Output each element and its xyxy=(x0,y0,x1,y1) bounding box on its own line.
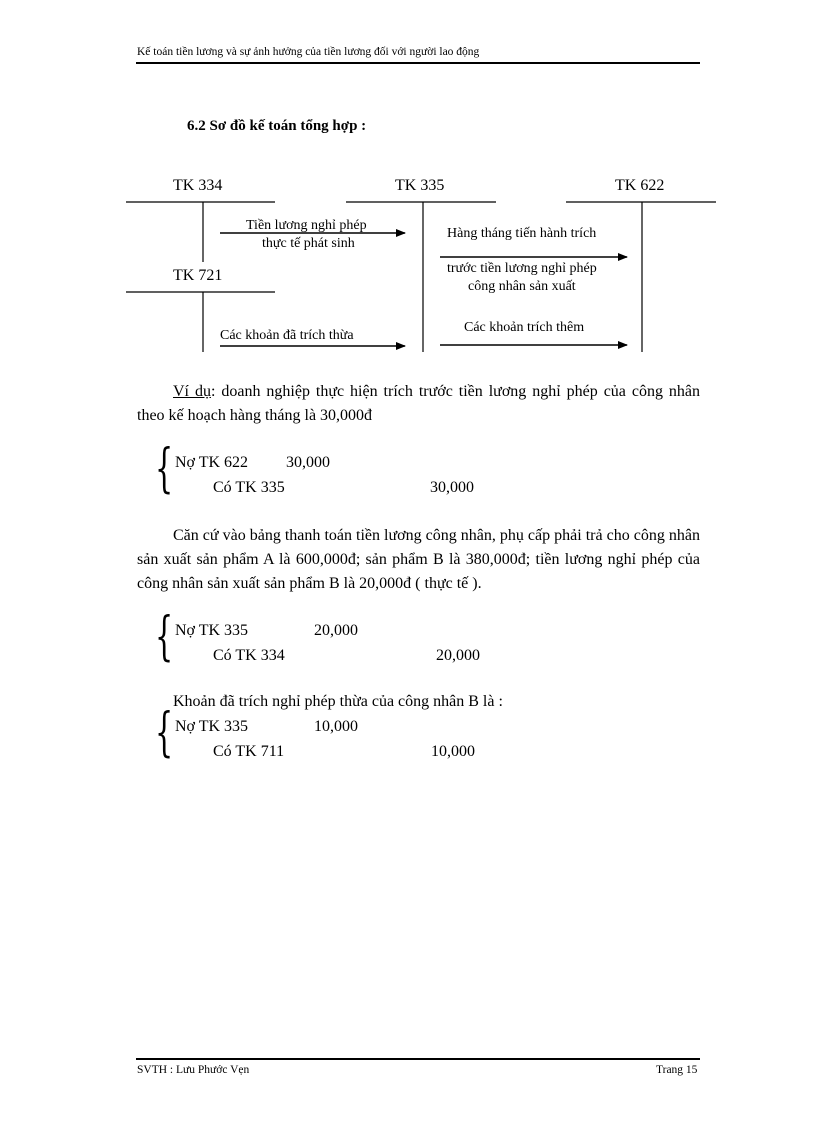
entry1-credit-amount: 30,000 xyxy=(430,479,474,496)
entry3-debit-amount: 10,000 xyxy=(314,718,358,735)
arrow-label-monthly-line2: trước tiền lương nghỉ phép xyxy=(447,261,597,276)
header-title: Kế toán tiền lương và sự ảnh hưởng của tiền lương đối với người lao động xyxy=(137,46,480,58)
entry3-credit-label: Có TK 711 xyxy=(213,743,285,760)
entry2-debit-label: Nợ TK 335 xyxy=(175,622,249,639)
paragraph-excess: Khoản đã trích nghỉ phép thừa của công nhân B là : xyxy=(173,693,503,710)
arrow-label-monthly-line1: Hàng tháng tiến hành trích xyxy=(447,226,597,241)
example-text: : doanh nghiệp thực hiện trích trước tiền lương nghỉ phép của công nhân theo kế hoạch hàng tháng là 30,000đ xyxy=(137,383,700,424)
account-tk334: TK 334 xyxy=(173,177,223,194)
footer-author: SVTH : Lưu Phước Vẹn xyxy=(137,1064,250,1076)
entry1-debit-label: Nợ TK 622 xyxy=(175,454,249,471)
entry2-credit-amount: 20,000 xyxy=(436,647,480,664)
arrow-label-leave-pay-line2: thực tế phát sinh xyxy=(262,236,355,251)
paragraph-payroll: Căn cứ vào bảng thanh toán tiền lương công nhân, phụ cấp phải trả cho công nhân sản xuất sản phẩm A là 600,000đ; sản phẩm B là 380,000đ; tiền lương nghỉ phép của công nhân sản xuất sản phẩm B là 20,000đ ( thực tế ). xyxy=(137,527,700,592)
entry2-debit-amount: 20,000 xyxy=(314,622,358,639)
example-label: Ví dụ xyxy=(173,383,211,400)
entry1-debit-amount: 30,000 xyxy=(286,454,330,471)
arrow-label-excess: Các khoản đã trích thừa xyxy=(220,328,354,343)
arrow-label-additional: Các khoản trích thêm xyxy=(464,320,585,335)
footer-divider xyxy=(136,1058,700,1060)
arrow-label-leave-pay-line1: Tiền lương nghỉ phép xyxy=(246,218,367,233)
account-tk335: TK 335 xyxy=(395,177,445,194)
account-tk622: TK 622 xyxy=(615,177,665,194)
entry2-brace: { xyxy=(155,607,174,667)
section-title: 6.2 Sơ đồ kế toán tổng hợp : xyxy=(187,118,367,134)
account-tk721: TK 721 xyxy=(173,267,223,284)
entry1-credit-label: Có TK 335 xyxy=(213,479,285,496)
entry3-brace: { xyxy=(155,703,174,763)
example-paragraph xyxy=(137,380,700,428)
arrow-label-monthly-line3: công nhân sản xuất xyxy=(468,279,576,294)
footer-page-number: Trang 15 xyxy=(656,1064,698,1076)
entry1-brace: { xyxy=(155,439,174,499)
entry3-credit-amount: 10,000 xyxy=(431,743,475,760)
entry3-debit-label: Nợ TK 335 xyxy=(175,718,249,735)
entry2-credit-label: Có TK 334 xyxy=(213,647,285,664)
